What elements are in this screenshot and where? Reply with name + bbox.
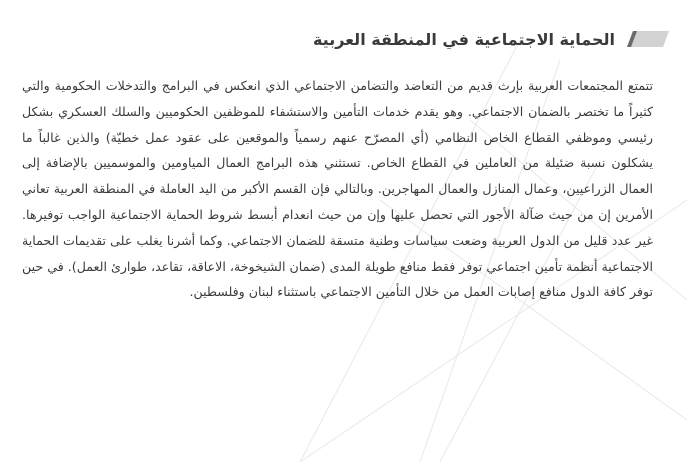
section-title: الحماية الاجتماعية في المنطقة العربية [312,29,615,49]
flag-ribbon-icon [623,28,671,50]
body-paragraph: تتمتع المجتمعات العربية بإرث قديم من التعاضد والتضامن الاجتماعي الذي انعكس في البرامج والتدخلات الحكومية والتي كثيراً ما تختصر بالضمان الاجتماعي. وهو يقدم خدمات التأمين والاستشفاء للموظفين الحكوميين والسلك العسكري بشكل رئيسي وموظفي القطاع الخاص النظامي (أي المصرّح عنهم رسمياً والموقعين على عقود عمل خطيّة) والذين غالباً ما يشكلون نسبة ضئيلة من العاملين في القطاع الخاص. تستثني هذه البرامج العمال المياومين والموسميين بالإضافة إلى العمال الزراعيين، وعمال المنازل والعمال المهاجرين. وبالتالي فإن القسم الأكبر من اليد العاملة في المنطقة العربية تعاني الأمرين إن من حيث ضآلة الأجور التي تحصل عليها وإن من حيث انعدام أبسط شروط الحماية الاجتماعية الواجب توفيرها. غير عدد قليل من الدول العربية وضعت سياسات وطنية متسقة للضمان الاجتماعي. وكما أشرنا يغلب على تقديمات الحماية الاجتماعية أنظمة تأمين اجتماعي توفر فقط منافع طويلة المدى (ضمان الشيخوخة، الاعاقة، تقاعد، طوارئ العمل). في حين توفر كافة الدول منافع إصابات العمل من خلال التأمين الاجتماعي باستثناء لبنان وفلسطين. [22,78,653,300]
section-header [313,24,671,54]
